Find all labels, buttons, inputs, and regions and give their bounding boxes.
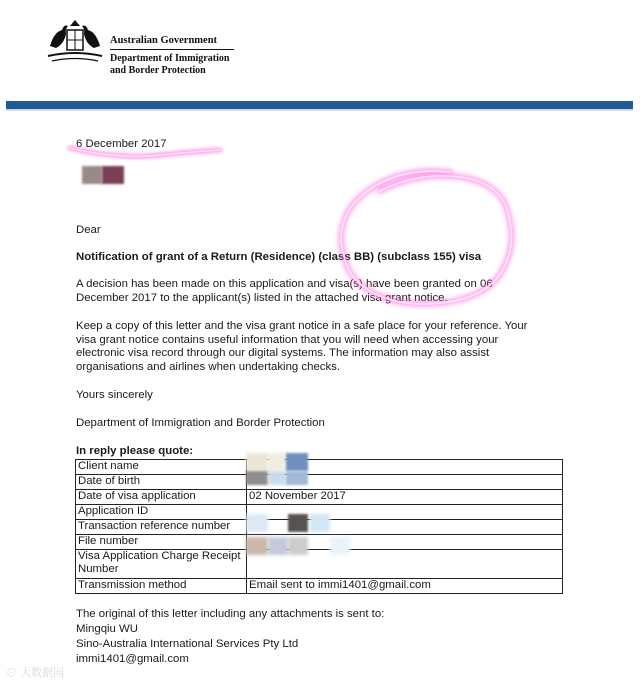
header-band bbox=[6, 101, 633, 109]
decision-paragraph: A decision has been made on this application and visa(s) have been granted on 06 December 2017 to the applicant(s) listed in the attached visa grant notice. bbox=[76, 278, 493, 304]
department-name bbox=[110, 53, 270, 77]
row-value: Email sent to immi1401@gmail.com bbox=[247, 579, 563, 594]
header-divider bbox=[110, 49, 234, 50]
row-label: Application ID bbox=[76, 505, 247, 520]
government-letterhead bbox=[44, 16, 244, 86]
letter-date: 6 December 2017 bbox=[76, 138, 167, 150]
watermark-logo-icon: ⊙ bbox=[6, 667, 17, 679]
quote-heading: In reply please quote: bbox=[76, 445, 194, 457]
department-line-1: Department of Immigration bbox=[110, 53, 230, 64]
recipient-email: immi1401@gmail.com bbox=[76, 653, 189, 665]
coat-of-arms-icon bbox=[44, 16, 106, 68]
keep-copy-paragraph: Keep a copy of this letter and the visa grant notice in a safe place for your reference. Your visa grant notice contains useful information that you will need when accessing your electronic visa record through our digital systems. The information may also assist organisations and airlines when undertaking checks. bbox=[76, 320, 528, 373]
row-label: Client name bbox=[76, 460, 247, 475]
closing: Yours sincerely bbox=[76, 389, 153, 401]
recipient-company: Sino-Australia International Services Pty Ltd bbox=[76, 638, 299, 650]
source-watermark bbox=[6, 664, 64, 680]
watermark-text: 大数据园 bbox=[20, 667, 65, 679]
row-label: Transmission method bbox=[76, 579, 247, 594]
redacted-client-details bbox=[246, 453, 356, 557]
government-name: Australian Government bbox=[110, 35, 218, 46]
row-label: Transaction reference number bbox=[76, 520, 247, 535]
redacted-address bbox=[82, 164, 124, 186]
row-label: Visa Application Charge Receipt Number bbox=[76, 550, 247, 579]
row-label: Date of visa application bbox=[76, 490, 247, 505]
letter-subject: Notification of grant of a Return (Residence) (class BB) (subclass 155) visa bbox=[76, 251, 482, 263]
recipient-name: Mingqiu WU bbox=[76, 623, 139, 635]
row-label: Date of birth bbox=[76, 475, 247, 490]
signoff: Department of Immigration and Border Protection bbox=[76, 417, 325, 429]
sent-to-note: The original of this letter including any attachments is sent to: bbox=[76, 608, 385, 620]
salutation: Dear bbox=[76, 224, 101, 236]
department-line-2: and Border Protection bbox=[110, 65, 206, 76]
table-row bbox=[76, 579, 563, 594]
header-band-shadow bbox=[6, 109, 633, 111]
row-value: 02 November 2017 bbox=[247, 490, 563, 505]
row-label: File number bbox=[76, 535, 247, 550]
